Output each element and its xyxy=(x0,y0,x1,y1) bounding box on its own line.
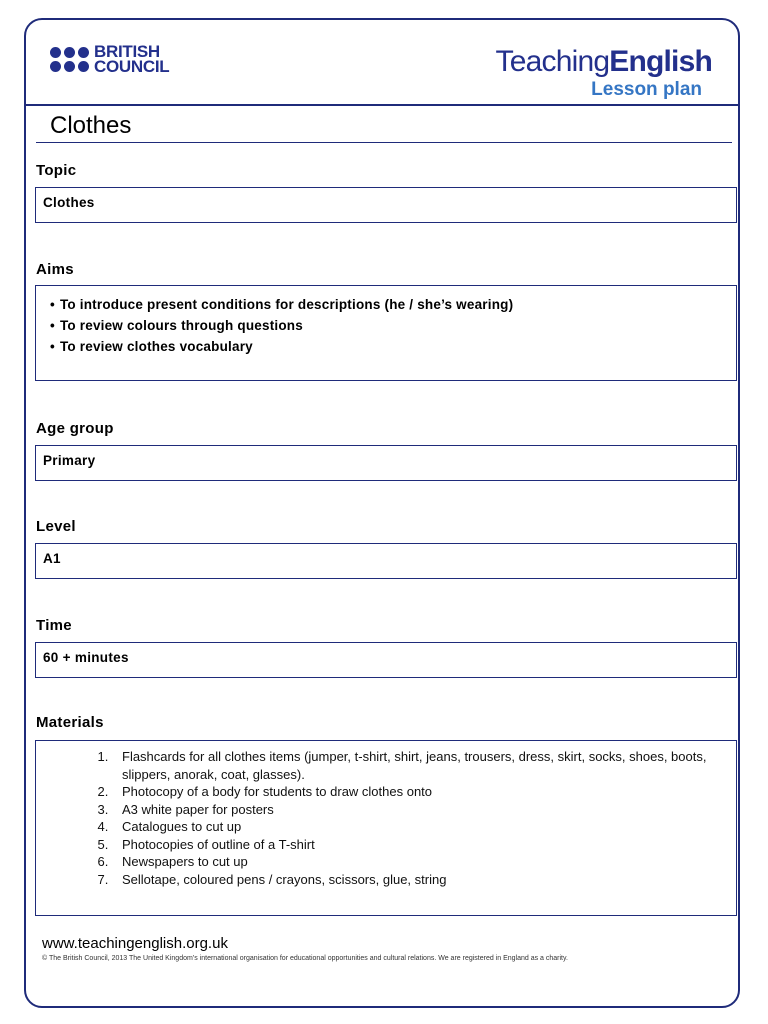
footer-url-link[interactable]: www.teachingenglish.org.uk xyxy=(42,935,228,952)
title-divider xyxy=(36,142,732,143)
logo-line-2: COUNCIL xyxy=(94,57,170,76)
age-group-label: Age group xyxy=(36,420,114,437)
topic-value: Clothes xyxy=(43,195,95,210)
materials-label: Materials xyxy=(36,714,104,731)
material-item: 1. Flashcards for all clothes items (jumper, t-shirt, shirt, jeans, trousers, dress, skirt, socks, shoes, boots, slippers, anorak, coat, glasses). xyxy=(112,748,716,783)
teaching-english-logo xyxy=(496,45,712,101)
material-item: 3. A3 white paper for posters xyxy=(112,801,716,819)
aims-list xyxy=(36,286,736,357)
aim-item: • To introduce present conditions for descriptions (he / she’s wearing) xyxy=(50,294,736,315)
materials-box xyxy=(35,740,737,916)
british-council-dots-icon xyxy=(50,47,89,72)
aim-item: • To review colours through questions xyxy=(50,315,736,336)
british-council-logo xyxy=(50,44,169,74)
time-box xyxy=(35,642,737,678)
aims-label: Aims xyxy=(36,261,74,278)
material-item: 7. Sellotape, coloured pens / crayons, scissors, glue, string xyxy=(112,871,716,889)
time-value: 60 + minutes xyxy=(43,650,129,665)
level-label: Level xyxy=(36,518,76,535)
age-group-box xyxy=(35,445,737,481)
level-box xyxy=(35,543,737,579)
topic-box xyxy=(35,187,737,223)
page-title: Clothes xyxy=(50,112,132,139)
topic-label: Topic xyxy=(36,162,77,179)
materials-list xyxy=(36,741,736,888)
material-item: 6. Newspapers to cut up xyxy=(112,853,716,871)
product-subtitle: Lesson plan xyxy=(591,79,702,100)
level-value: A1 xyxy=(43,551,61,566)
product-name-light: Teaching xyxy=(495,45,610,78)
footer-copyright: © The British Council, 2013 The United Kingdom’s international organisation for educational opportunities and cultural relations. We are registered in England as a charity. xyxy=(42,955,568,962)
logo-line-1: BRITISH xyxy=(94,42,160,61)
time-label: Time xyxy=(36,617,72,634)
aim-item: • To review clothes vocabulary xyxy=(50,336,736,357)
age-group-value: Primary xyxy=(43,453,96,468)
material-item: 5. Photocopies of outline of a T-shirt xyxy=(112,836,716,854)
material-item: 4. Catalogues to cut up xyxy=(112,818,716,836)
header-divider xyxy=(26,104,738,106)
material-item: 2. Photocopy of a body for students to draw clothes onto xyxy=(112,783,716,801)
product-name-bold: English xyxy=(609,45,712,78)
aims-box xyxy=(35,285,737,381)
